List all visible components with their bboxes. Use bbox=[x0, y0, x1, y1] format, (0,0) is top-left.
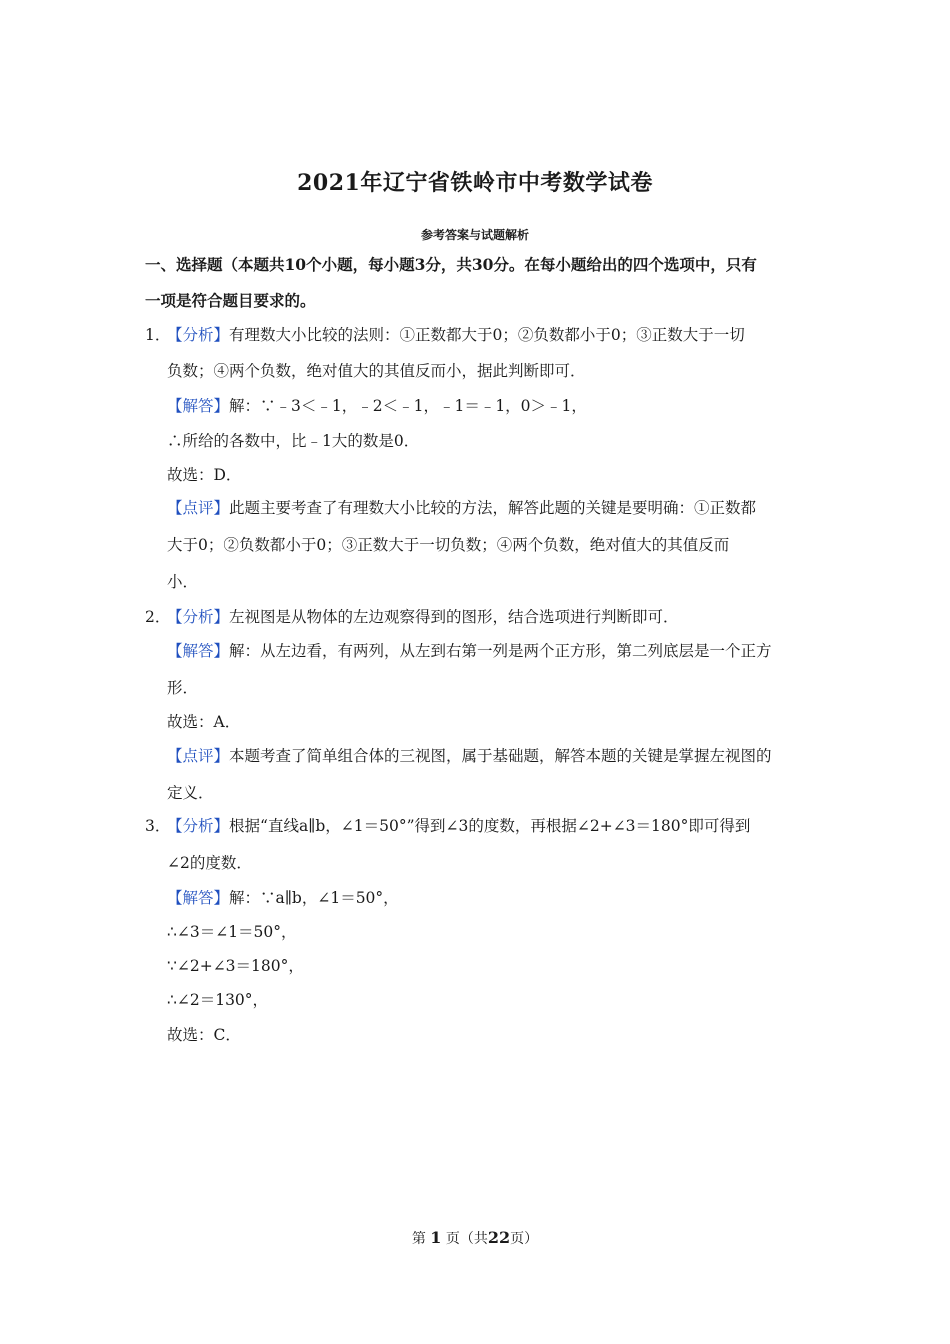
q1-answer-line2: ∴所给的各数中，比﹣1大的数是0． bbox=[167, 432, 420, 450]
q3-answer-line2: ∴∠3＝∠1＝50°， bbox=[167, 923, 297, 941]
q1-analysis-line2: 负数；④两个负数，绝对值大的其值反而小，据此判断即可． bbox=[167, 362, 586, 380]
q1-comment-line1 bbox=[167, 498, 756, 518]
q3-analysis-line1 bbox=[145, 816, 750, 836]
page-subtitle: 参考答案与试题解析 bbox=[420, 228, 529, 242]
q1-analysis-line1 bbox=[145, 325, 745, 345]
footer-total-pages: 22 bbox=[487, 1228, 511, 1247]
footer-suffix: 页） bbox=[510, 1231, 539, 1247]
q1-answer-text1: 解：∵﹣3＜﹣1，﹣2＜﹣1，﹣1＝﹣1，0＞﹣1， bbox=[229, 397, 587, 415]
footer-middle: 页（共 bbox=[445, 1231, 488, 1247]
q3-answer-line3: ∵∠2+∠3＝180°， bbox=[167, 957, 304, 975]
q3-answer-line4: ∴∠2＝130°， bbox=[167, 991, 269, 1009]
q1-analysis-tag: 【分析】 bbox=[167, 326, 230, 344]
q1-comment-tag: 【点评】 bbox=[167, 499, 230, 517]
q2-comment-line2: 定义． bbox=[167, 784, 214, 802]
q3-answer-text1: 解：∵a∥b，∠1＝50°， bbox=[229, 889, 399, 907]
q2-comment-text1: 本题考查了简单组合体的三视图，属于基础题，解答本题的关键是掌握左视图的 bbox=[229, 747, 772, 765]
q3-analysis-line2: ∠2的度数． bbox=[167, 854, 252, 872]
q2-answer-line1 bbox=[167, 641, 772, 661]
q3-analysis-tag: 【分析】 bbox=[167, 817, 230, 835]
q1-analysis-text1: 有理数大小比较的法则：①正数都大于0；②负数都小于0；③正数大于一切 bbox=[229, 326, 745, 344]
q2-analysis-text1: 左视图是从物体的左边观察得到的图形，结合选项进行判断即可． bbox=[229, 608, 679, 626]
footer-page-number: 1 bbox=[430, 1228, 442, 1247]
q3-choice: 故选：C． bbox=[167, 1026, 241, 1044]
q2-number: 2． bbox=[145, 608, 171, 626]
page-title: 2021年辽宁省铁岭市中考数学试卷 bbox=[297, 170, 653, 196]
q2-choice: 故选：A． bbox=[167, 713, 241, 731]
q1-choice: 故选：D． bbox=[167, 466, 242, 484]
q1-comment-line2: 大于0；②负数都小于0；③正数大于一切负数；④两个负数，绝对值大的其值反而 bbox=[167, 536, 730, 554]
q2-analysis-tag: 【分析】 bbox=[167, 608, 230, 626]
q2-comment-tag: 【点评】 bbox=[167, 747, 230, 765]
q3-analysis-text1: 根据“直线a∥b，∠1＝50°”得到∠3的度数，再根据∠2+∠3＝180°即可得到 bbox=[229, 817, 751, 835]
q1-comment-text1: 此题主要考查了有理数大小比较的方法，解答此题的关键是要明确：①正数都 bbox=[229, 499, 757, 517]
q2-analysis-line1 bbox=[145, 607, 679, 627]
section-heading-line1: 一、选择题（本题共10个小题，每小题3分，共30分。在每小题给出的四个选项中，只有 bbox=[145, 255, 757, 274]
q3-answer-line1 bbox=[167, 888, 399, 908]
q3-answer-tag: 【解答】 bbox=[167, 889, 230, 907]
section-heading-line2: 一项是符合题目要求的。 bbox=[145, 291, 316, 310]
q2-answer-tag: 【解答】 bbox=[167, 642, 230, 660]
q2-answer-line2: 形． bbox=[167, 679, 199, 697]
q1-number: 1． bbox=[145, 326, 171, 344]
q1-answer-line1 bbox=[167, 396, 587, 416]
q2-comment-line1 bbox=[167, 746, 772, 766]
q3-number: 3． bbox=[145, 817, 171, 835]
q1-comment-line3: 小． bbox=[167, 573, 199, 591]
q1-answer-tag: 【解答】 bbox=[167, 397, 230, 415]
page-footer bbox=[0, 1228, 950, 1248]
footer-prefix: 第 bbox=[411, 1231, 426, 1247]
q2-answer-text1: 解：从左边看，有两列，从左到右第一列是两个正方形，第二列底层是一个正方 bbox=[229, 642, 772, 660]
